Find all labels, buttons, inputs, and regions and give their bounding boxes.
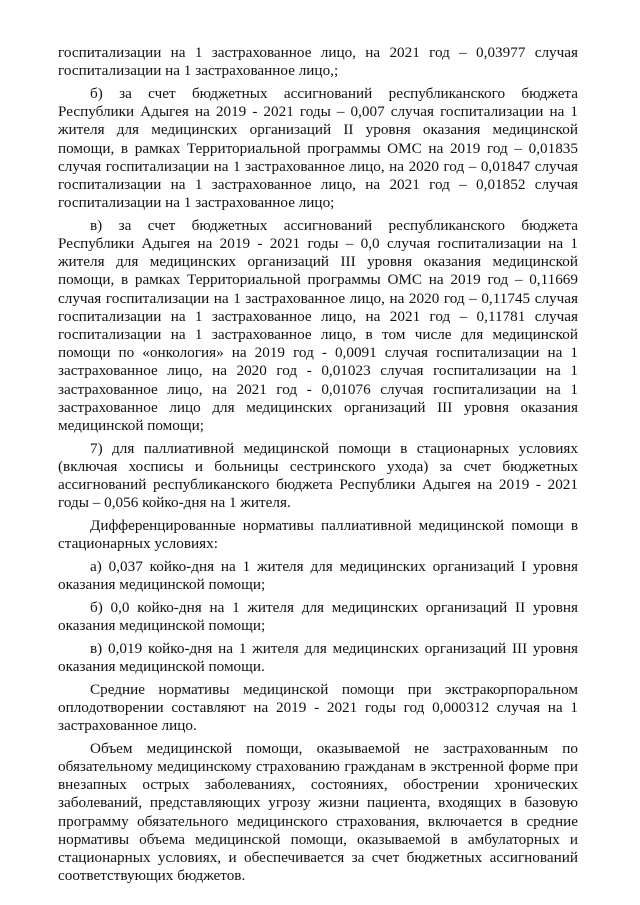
paragraph-differentiated-norms: Дифференцированные нормативы паллиативной медицинской помощи в стационарных условиях:	[58, 517, 578, 553]
paragraph-uninsured-volume: Объем медицинской помощи, оказываемой не застрахованным по обязательному медицинскому страхованию гражданам в экстренной форме при внезапных острых заболеваниях, состояниях, обострении хронических заболеваний, представляющих угрозу жизни пациента, входящих в базовую программу обязательного медицинского страхования, включается в средние нормативы объема медицинской помощи, оказываемой в амбулаторных и стационарных условиях, и обеспечивается за счет бюджетных ассигнований соответствующих бюджетов.	[58, 739, 578, 885]
paragraph-item-7: 7) для паллиативной медицинской помощи в стационарных условиях (включая хосписы и больницы сестринского ухода) за счет бюджетных ассигнований республиканского бюджета Республики Адыгея на 2019 - 2021 годы – 0,056 койко-дня на 1 жителя.	[58, 439, 578, 512]
paragraph-norm-b: б) 0,0 койко-дня на 1 жителя для медицинских организаций II уровня оказания медицинской помощи;	[58, 598, 578, 635]
paragraph-norm-a: а) 0,037 койко-дня на 1 жителя для медицинских организаций I уровня оказания медицинской помощи;	[58, 557, 578, 594]
paragraph-continuation: госпитализации на 1 застрахованное лицо, на 2021 год – 0,03977 случая госпитализации на 1 застрахованное лицо,;	[58, 44, 578, 80]
paragraph-item-v: в) за счет бюджетных ассигнований республиканского бюджета Республики Адыгея на 2019 - 2021 годы – 0,0 случая госпитализации на 1 жителя для медицинских организаций III уровня оказания медицинской помощи, в рамках Территориальной программы ОМС на 2019 год – 0,11669 случая госпитализации на 1 застрахованное лицо, на 2020 год – 0,11745 случая госпитализации на 1 застрахованное лицо, на 2021 год – 0,11781 случая госпитализации на 1 застрахованное лицо, в том числе для медицинской помощи по «онкология» на 2019 год - 0,0091 случая госпитализации на 1 застрахованное лицо, на 2020 год - 0,01023 случая госпитализации на 1 застрахованное лицо, на 2021 год - 0,01076 случая госпитализации на 1 застрахованное лицо для медицинских организаций III уровня оказания медицинской помощи;	[58, 216, 578, 435]
paragraph-item-b: б) за счет бюджетных ассигнований республиканского бюджета Республики Адыгея на 2019 - 2021 годы – 0,007 случая госпитализации на 1 жителя для медицинских организаций II уровня оказания медицинской помощи, в рамках Территориальной программы ОМС на 2019 год – 0,01835 случая госпитализации на 1 застрахованное лицо, на 2020 год – 0,01847 случая госпитализации на 1 застрахованное лицо, на 2021 год – 0,01852 случая госпитализации на 1 застрахованное лицо;	[58, 84, 578, 212]
paragraph-ivf-norms: Средние нормативы медицинской помощи при экстракорпоральном оплодотворении составляют на 2019 - 2021 годы год 0,000312 случая на 1 застрахованное лицо.	[58, 680, 578, 735]
paragraph-norm-v: в) 0,019 койко-дня на 1 жителя для медицинских организаций III уровня оказания медицинской помощи.	[58, 639, 578, 675]
document-page	[58, 44, 578, 890]
